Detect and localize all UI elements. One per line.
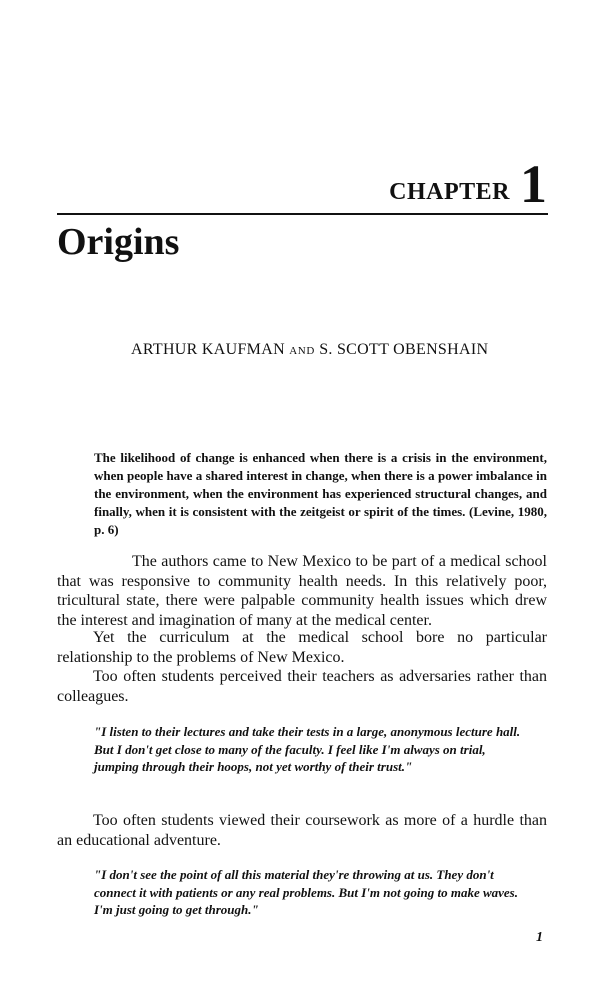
chapter-title: Origins (57, 221, 180, 263)
chapter-rule (57, 213, 548, 215)
body-paragraph: Too often students viewed their coursework as more of a hurdle than an educational adventure. (57, 812, 547, 849)
body-paragraph: The authors came to New Mexico to be part of a medical school that was responsive to community health needs. In this relatively poor, tricultural state, there were palpable community health issues which drew the interest and imagination of many at the medical center. (57, 553, 547, 629)
chapter-number: 1 (520, 154, 547, 214)
author-second: S. SCOTT OBENSHAIN (319, 341, 489, 358)
chapter-label: CHAPTER (389, 179, 510, 206)
chapter-heading (389, 154, 547, 214)
student-quote: "I listen to their lectures and take their tests in a large, anonymous lecture hall. But I don't get close to many of the faculty. I feel like I'm always on trial, jumping through their hoops, not yet worthy of their trust." (94, 724, 521, 774)
author-conjunction: AND (289, 345, 315, 357)
author-first: ARTHUR KAUFMAN (131, 341, 285, 358)
epigraph: The likelihood of change is enhanced when there is a crisis in the environment, when people have a shared interest in change, when there is a power imbalance in the environment, when the environment has experienced structural changes, and finally, when it is consistent with the zeitgeist or spirit of the times. (Levine, 1980, p. 6) (94, 450, 547, 537)
body-paragraph: Too often students perceived their teachers as adversaries rather than colleagues. (57, 668, 547, 705)
author-line (131, 341, 488, 359)
student-quote: "I don't see the point of all this material they're throwing at us. They don't connect it with patients or any real problems. But I'm not going to make waves. I'm just going to get through." (94, 867, 518, 917)
body-paragraph: Yet the curriculum at the medical school bore no particular relationship to the problems of New Mexico. (57, 629, 547, 666)
page-number: 1 (536, 930, 543, 945)
